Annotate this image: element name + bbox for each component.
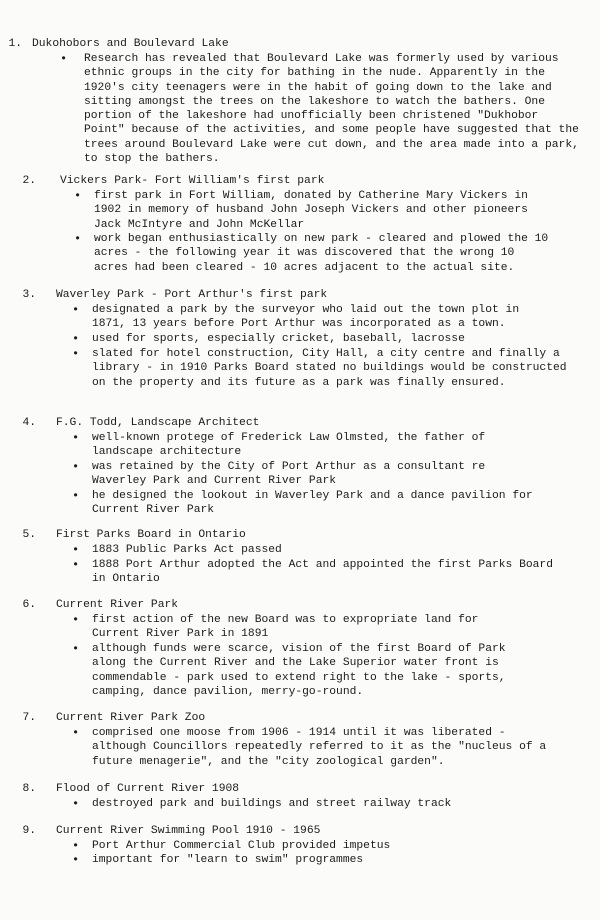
bullet-list <box>0 189 590 275</box>
list-item <box>0 347 590 404</box>
bullet-text: Research has revealed that Boulevard Lake was formerly used by various ethnic groups in the city for bathing in the nude. Apparently in the 1920's city teenagers were in the habit of going down to the lake and sitting amongst the trees on the lakeshore to watch the bathers. One portion of the lakeshore had unofficially been christened "Dukhobor Point" because of the activities, and some people have suggested that the trees around Boulevard Lake were cut down, and the area made into a park, to stop the bathers. <box>84 53 579 166</box>
bullet-icon: • <box>72 726 80 740</box>
bullet-text: was retained by the City of Port Arthur as a consultant re Waverley Park and Current River Park <box>92 461 486 488</box>
bullet-icon: • <box>72 431 80 445</box>
bullet-text: slated for hotel construction, City Hall, a city centre and finally a library - in 1910 Parks Board stated no buildings would be constructed on the property and its future as a park was finally ensured. <box>92 348 567 389</box>
section-6 <box>0 598 590 699</box>
list-item <box>0 52 590 165</box>
bullet-icon: • <box>72 460 80 474</box>
bullet-text: although funds were scarce, vision of the first Board of Park along the Current River and the Lake Superior water front is commendable - park used to extend right to the lake - sports, camping, dance pavilion, merry-go-round. <box>92 643 506 698</box>
section-heading <box>0 711 590 726</box>
list-item <box>0 543 590 558</box>
section-number: 7. <box>22 712 36 724</box>
bullet-text: he designed the lookout in Waverley Park and a dance pavilion for Current River Park <box>92 490 533 517</box>
section-2 <box>0 174 590 275</box>
bullet-text: comprised one moose from 1906 - 1914 until it was liberated - although Councillors repeatedly referred to it as the "nucleus of a future menagerie", and the "city zoological garden". <box>92 727 547 768</box>
list-item <box>0 839 590 853</box>
section-number: 4. <box>22 417 36 429</box>
bullet-text: Port Arthur Commercial Club provided impetus <box>92 840 391 852</box>
section-heading <box>0 782 590 797</box>
bullet-icon: • <box>72 797 80 811</box>
list-item <box>0 189 590 232</box>
section-title: Waverley Park - Port Arthur's first park <box>56 289 328 301</box>
section-title: Current River Park Zoo <box>56 712 206 724</box>
section-number: 8. <box>22 783 36 795</box>
section-heading <box>0 288 590 303</box>
section-number: 2. <box>22 175 36 187</box>
section-heading <box>0 824 590 839</box>
section-4 <box>0 416 590 518</box>
bullet-icon: • <box>72 839 80 853</box>
section-heading <box>0 598 590 613</box>
bullet-list <box>0 431 590 518</box>
section-number: 6. <box>22 599 36 611</box>
list-item <box>0 558 590 587</box>
bullet-text: first park in Fort William, donated by Catherine Mary Vickers in 1902 in memory of husband John Joseph Vickers and other pioneers Jack McIntyre and John McKellar <box>94 190 528 231</box>
bullet-list <box>0 613 590 699</box>
bullet-icon: • <box>72 558 80 572</box>
section-7 <box>0 711 590 769</box>
section-heading <box>0 416 590 431</box>
list-item <box>0 613 590 642</box>
section-title: First Parks Board in Ontario <box>56 529 246 541</box>
section-title: F.G. Todd, Landscape Architect <box>56 417 260 429</box>
bullet-text: 1888 Port Arthur adopted the Act and appointed the first Parks Board in Ontario <box>92 559 553 586</box>
bullet-text: work began enthusiastically on new park - cleared and plowed the 10 acres - the following year it was discovered that the wrong 10 acres had been cleared - 10 acres adjacent to the actual site. <box>94 233 549 274</box>
list-item <box>0 489 590 518</box>
section-1 <box>0 37 590 165</box>
list-item <box>0 303 590 332</box>
list-item <box>0 642 590 699</box>
bullet-text: destroyed park and buildings and street railway track <box>92 798 452 810</box>
bullet-icon: • <box>74 232 82 246</box>
bullet-list <box>0 303 590 404</box>
section-title: Current River Swimming Pool 1910 - 1965 <box>56 825 321 837</box>
bullet-icon: • <box>72 489 80 503</box>
bullet-text: used for sports, especially cricket, baseball, lacrosse <box>92 333 465 345</box>
section-number: 3. <box>22 289 36 301</box>
section-number: 5. <box>22 529 36 541</box>
bullet-text: 1883 Public Parks Act passed <box>92 544 282 556</box>
bullet-icon: • <box>72 347 80 361</box>
section-title: Current River Park <box>56 599 179 611</box>
list-item <box>0 232 590 275</box>
bullet-icon: • <box>72 642 80 656</box>
section-5 <box>0 528 590 587</box>
section-9 <box>0 824 590 867</box>
bullet-icon: • <box>72 853 80 867</box>
bullet-list <box>0 543 590 587</box>
bullet-list <box>0 52 590 165</box>
list-item <box>0 460 590 489</box>
list-item <box>0 853 590 867</box>
section-heading <box>0 37 590 52</box>
bullet-icon: • <box>74 189 82 203</box>
bullet-icon: • <box>72 613 80 627</box>
bullet-list <box>0 726 590 769</box>
section-title: Vickers Park- Fort William's first park <box>60 175 325 187</box>
bullet-icon: • <box>72 303 80 317</box>
section-3 <box>0 288 590 404</box>
list-item <box>0 797 590 812</box>
section-8 <box>0 782 590 812</box>
bullet-text: designated a park by the surveyor who laid out the town plot in 1871, 13 years before Port Arthur was incorporated as a town. <box>92 304 520 331</box>
section-number: 1. <box>8 38 22 50</box>
bullet-list <box>0 839 590 867</box>
bullet-text: well-known protege of Frederick Law Olmsted, the father of landscape architecture <box>92 432 486 459</box>
bullet-text: first action of the new Board was to expropriate land for Current River Park in 1891 <box>92 614 479 641</box>
bullet-icon: • <box>72 332 80 346</box>
section-number: 9. <box>22 825 36 837</box>
bullet-icon: • <box>60 52 68 66</box>
list-item <box>0 332 590 347</box>
list-item <box>0 726 590 769</box>
section-title: Flood of Current River 1908 <box>56 783 240 795</box>
section-title: Dukohobors and Boulevard Lake <box>32 38 229 50</box>
section-heading <box>0 528 590 543</box>
bullet-text: important for "learn to swim" programmes <box>92 854 364 866</box>
bullet-list <box>0 797 590 812</box>
section-heading <box>0 174 590 189</box>
bullet-icon: • <box>72 543 80 557</box>
list-item <box>0 431 590 460</box>
